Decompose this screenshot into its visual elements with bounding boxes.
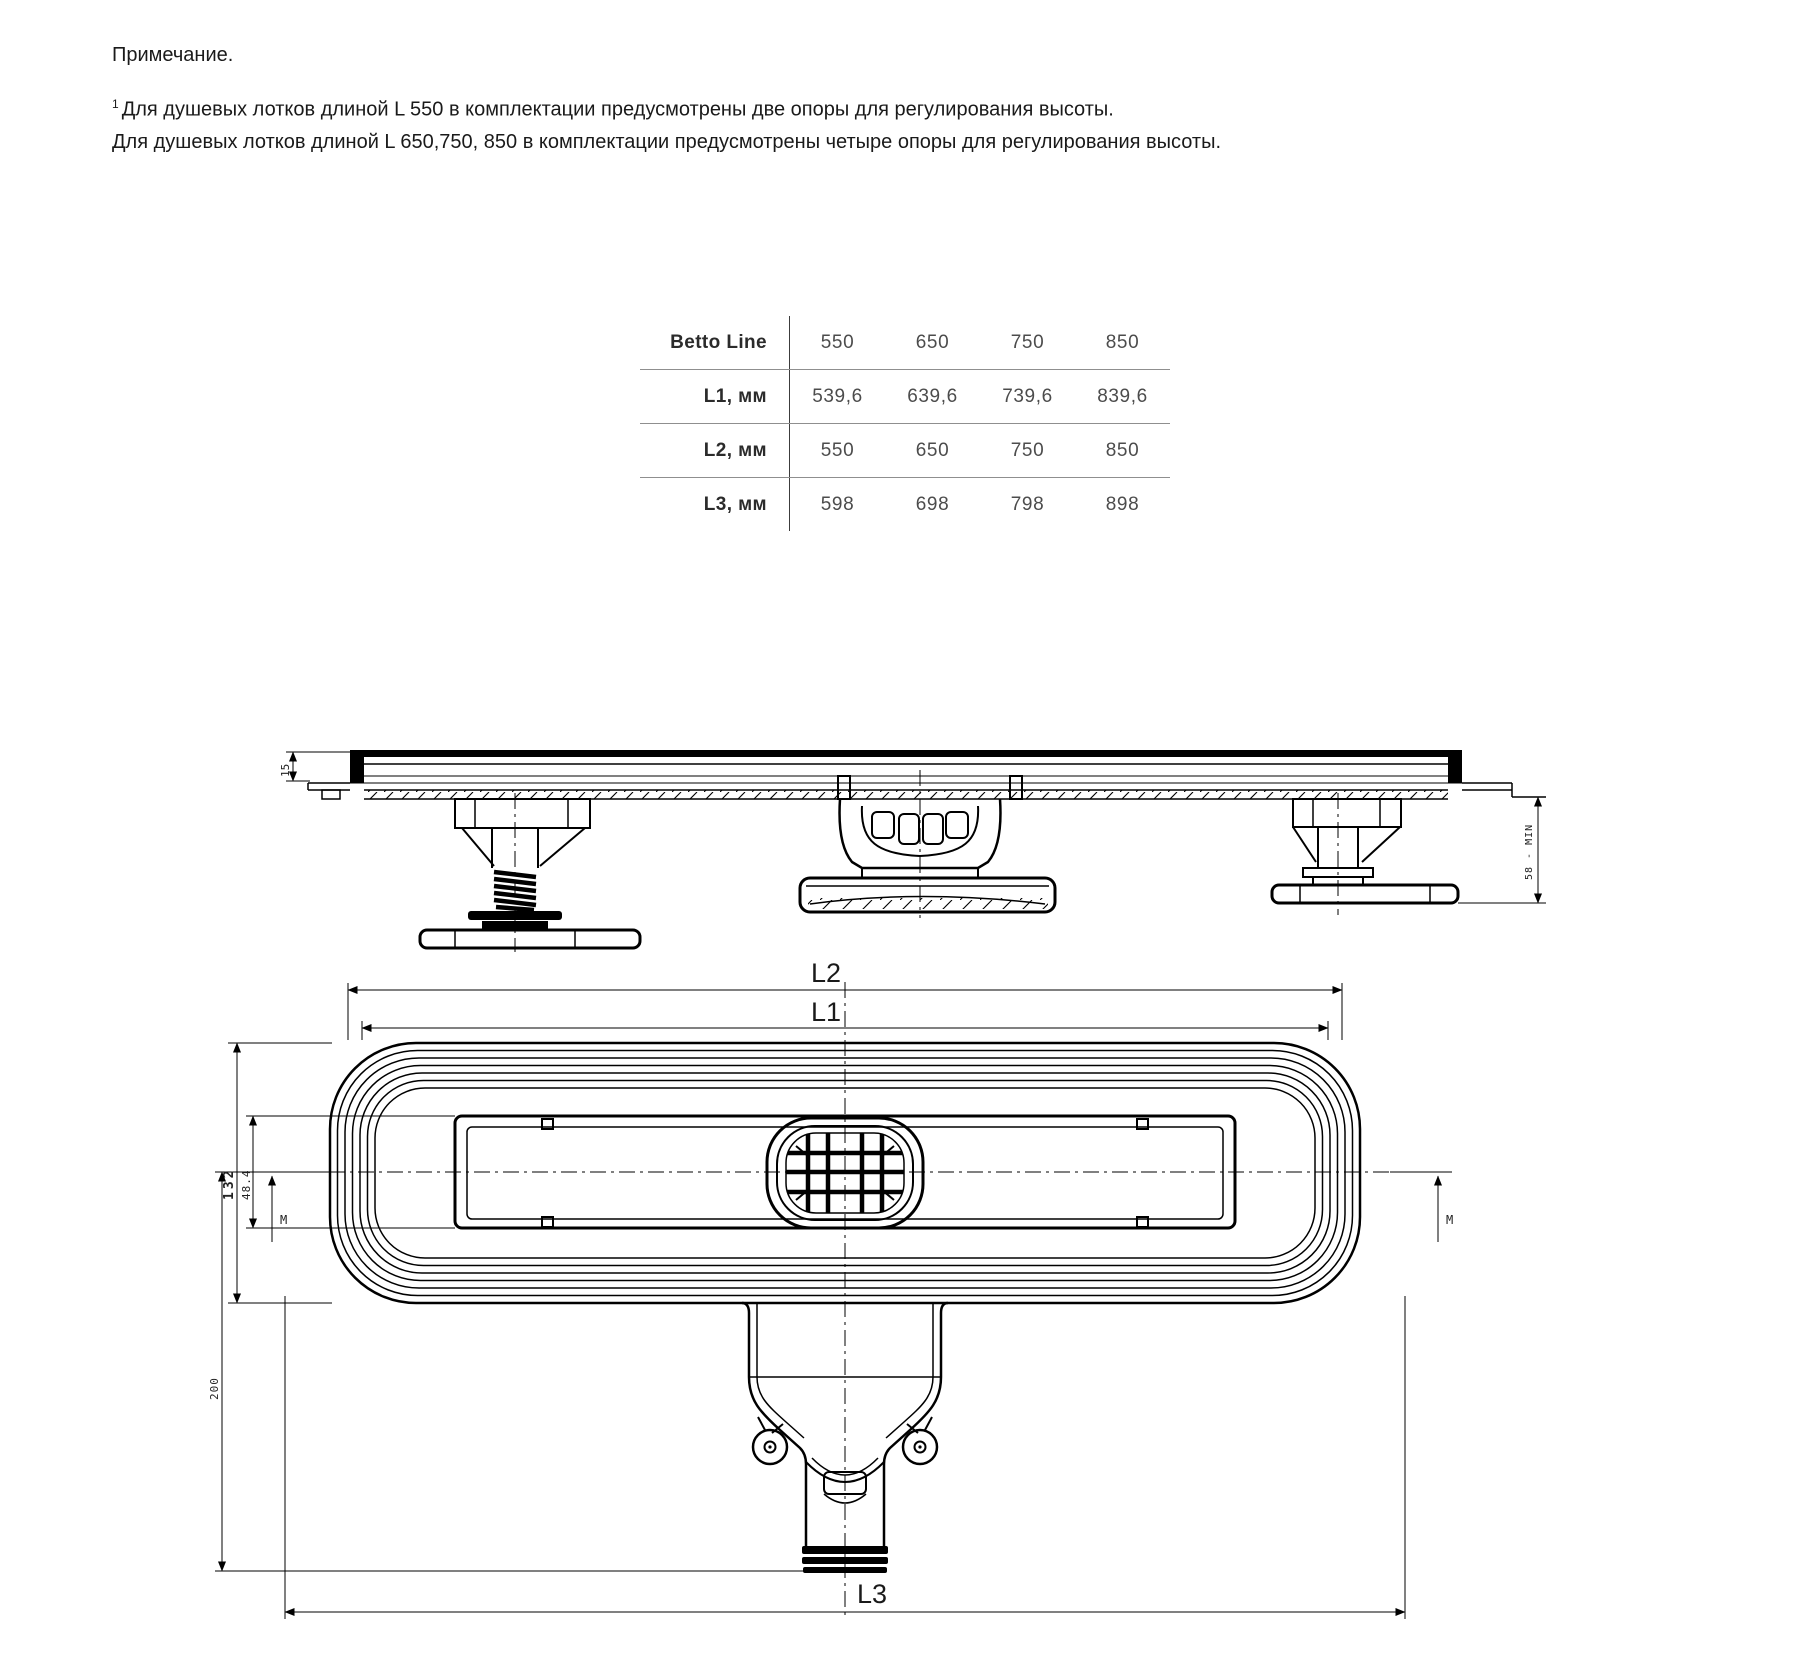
dim-15	[279, 752, 350, 781]
dim-200-label: 200	[208, 1377, 221, 1400]
dim-15-label: 15	[279, 763, 292, 777]
table-cell: 639,6	[907, 385, 958, 407]
dim-48-4-label: 48.4	[240, 1169, 253, 1200]
table-cell: 898	[1105, 493, 1140, 515]
dim-58-min	[1458, 797, 1546, 903]
note-line-2: Для душевых лотков длиной L 650,750, 850 в комплектации предусмотрены четыре опоры для регулирования высоты.	[112, 130, 1222, 153]
dim-l3-label: L3	[856, 1579, 888, 1609]
table-header-label: Betto Line	[640, 316, 790, 369]
table-cell: 550	[820, 331, 855, 353]
marker-m-left-label: M	[280, 1213, 288, 1227]
table-cell: 850	[1105, 331, 1140, 353]
dim-132-label: 132	[222, 1167, 237, 1200]
dim-58-min-label: 58 - MIN	[1524, 823, 1535, 880]
table-cell: 798	[1010, 493, 1045, 515]
dim-200	[208, 1169, 806, 1571]
right-foot	[1272, 793, 1458, 915]
row-label: L2, мм	[640, 424, 790, 477]
screw-tab-left	[753, 1417, 787, 1464]
table-cell: 839,6	[1097, 385, 1148, 407]
row-label: L3, мм	[640, 478, 790, 531]
table-cell: 598	[820, 493, 855, 515]
top-view	[208, 958, 1453, 1620]
screw-tab-right	[903, 1417, 937, 1464]
side-view	[279, 750, 1546, 952]
marker-m-right	[1390, 1172, 1453, 1242]
table-cell: 539,6	[812, 385, 863, 407]
cover-plate	[350, 750, 1462, 757]
table-cell: 739,6	[1002, 385, 1053, 407]
marker-m-left	[272, 1176, 287, 1242]
note-title: Примечание.	[112, 44, 234, 66]
dim-132	[222, 1043, 332, 1303]
table-cell: 750	[1010, 331, 1045, 353]
table-cell: 550	[820, 439, 855, 461]
note-line-1: $^1$ Для душевых лотков длиной L 550 в комплектации предусмотрены две опоры для регулирования высоты.	[112, 97, 1114, 121]
left-foot	[420, 793, 640, 952]
marker-m-right-label: M	[1446, 1213, 1454, 1227]
dim-l2-label: L2	[810, 958, 842, 988]
footnote-marker: 1	[112, 97, 119, 111]
channel-bottom-hatch	[364, 790, 1448, 799]
table-cell: 650	[915, 439, 950, 461]
dim-l1-label: L1	[810, 997, 842, 1027]
table-cell: 650	[915, 331, 950, 353]
foot-base-plate	[420, 930, 640, 948]
table-cell: 698	[915, 493, 950, 515]
table-cell: 750	[1010, 439, 1045, 461]
row-label: L1, мм	[640, 370, 790, 423]
table-cell: 850	[1105, 439, 1140, 461]
